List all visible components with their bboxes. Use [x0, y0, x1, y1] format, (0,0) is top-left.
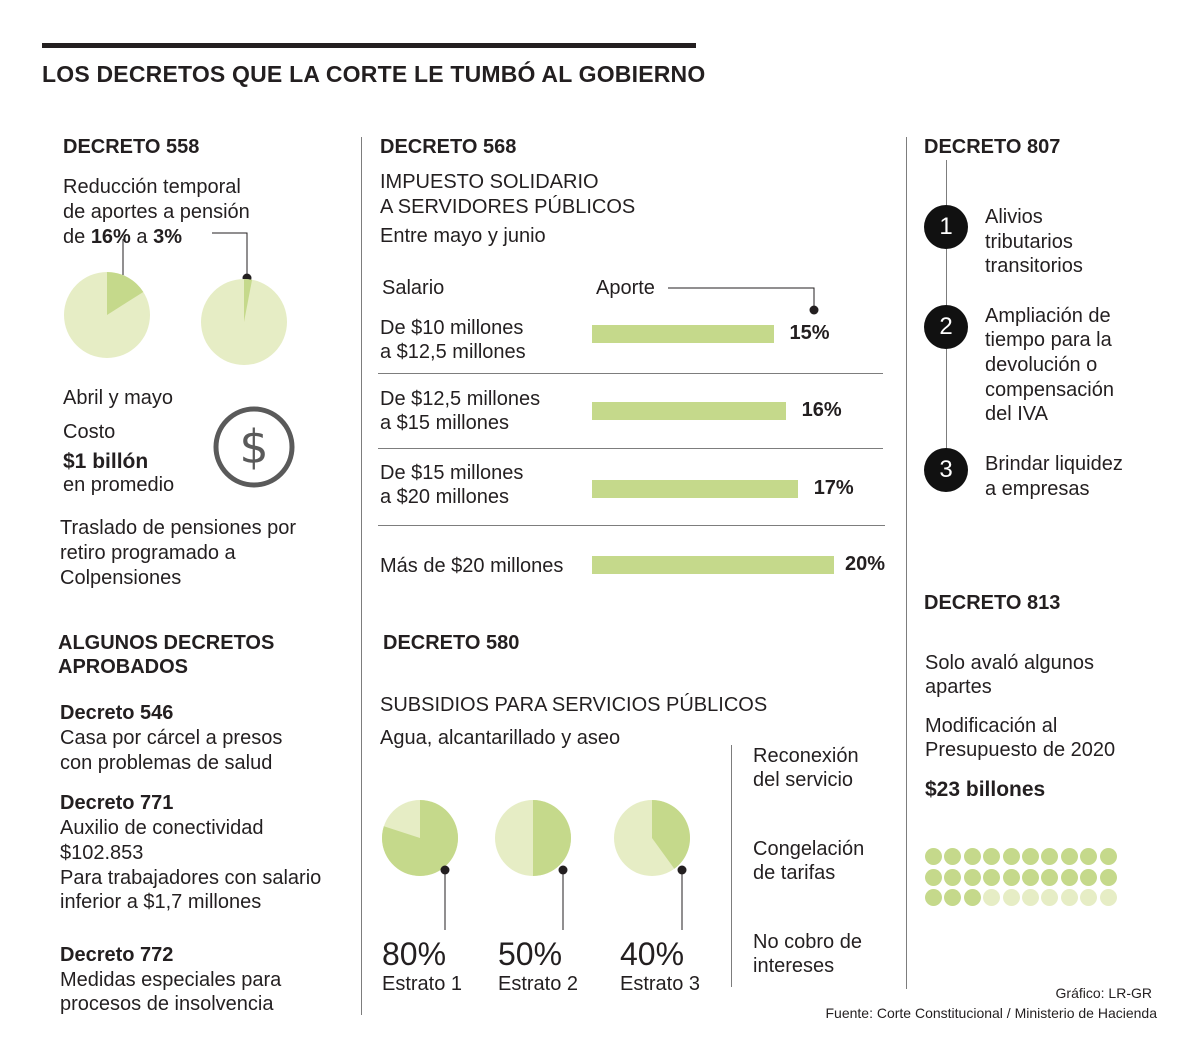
salary-range-label: a $15 millones: [380, 412, 509, 434]
decreto-558-head: DECRETO 558: [63, 136, 200, 158]
estrato-marker: [559, 866, 568, 875]
estrato-pie: [382, 800, 458, 876]
budget-dot-filled: [1100, 869, 1117, 886]
estrato-percent: 50%: [498, 936, 563, 972]
estrato-pies: [370, 790, 710, 940]
step-3-line: a empresas: [985, 478, 1090, 500]
transfer-line-3: Colpensiones: [60, 567, 182, 589]
salary-range-label: a $12,5 millones: [380, 341, 526, 363]
decreto-772-line: Medidas especiales para: [60, 969, 282, 991]
decreto-813-line: Solo avaló algunos: [925, 652, 1095, 674]
decreto-771-line: $102.853: [60, 842, 144, 864]
budget-dot-empty: [1080, 889, 1097, 906]
budget-dot-filled: [944, 869, 961, 886]
col-salario-label: Salario: [382, 277, 445, 299]
step-1-line: transitorios: [985, 255, 1083, 277]
row-divider: [378, 525, 885, 526]
budget-dot-filled: [1003, 869, 1020, 886]
transfer-line-1: Traslado de pensiones por: [60, 517, 297, 539]
decreto-813-line: apartes: [925, 676, 992, 698]
column-divider-right: [906, 137, 907, 989]
decreto-807-head: DECRETO 807: [924, 136, 1061, 158]
decreto-568-sub-1: IMPUESTO SOLIDARIO: [380, 171, 599, 193]
decreto-568-sub-2: A SERVIDORES PÚBLICOS: [380, 196, 636, 218]
aporte-bar: [592, 402, 786, 420]
aporte-bar: [592, 325, 774, 343]
estrato-marker: [678, 866, 687, 875]
decreto-771-name: Decreto 771: [60, 792, 174, 814]
estrato-pie-2-slice: [533, 800, 571, 876]
estrato-marker: [441, 866, 450, 875]
estrato-pie: [614, 800, 690, 876]
budget-dot-filled: [1022, 848, 1039, 865]
salary-range-label: De $15 millones: [380, 462, 524, 484]
aprobados-head-2: APROBADOS: [58, 656, 189, 678]
benefit-congelacion: Congelación: [753, 838, 865, 860]
pension-pie-before: [64, 272, 150, 358]
budget-dot-filled: [964, 869, 981, 886]
step-1-line: tributarios: [985, 231, 1073, 253]
estrato-percent: 40%: [620, 936, 685, 972]
benefit-intereses: No cobro de: [753, 931, 862, 953]
aporte-value-label: 15%: [789, 322, 830, 344]
decreto-558-desc-1: Reducción temporal: [63, 176, 241, 198]
salary-range-label: De $10 millones: [380, 317, 524, 339]
decreto-580-services: Agua, alcantarillado y aseo: [380, 727, 621, 749]
step-2-line: compensación: [985, 379, 1114, 401]
budget-dot-empty: [1061, 889, 1078, 906]
salary-range-label: De $12,5 millones: [380, 388, 541, 410]
benefit-reconexion: del servicio: [753, 769, 854, 791]
estrato-name: Estrato 2: [498, 973, 579, 995]
decreto-772-line: procesos de insolvencia: [60, 993, 274, 1015]
benefits-divider: [731, 745, 732, 987]
pension-before: 16%: [90, 226, 131, 248]
budget-dot-filled: [1100, 848, 1117, 865]
decreto-568-head: DECRETO 568: [380, 136, 517, 158]
row-divider: [378, 448, 883, 449]
budget-dot-filled: [1061, 848, 1078, 865]
decreto-771-line: Para trabajadores con salario: [60, 867, 322, 889]
cost-value: $1 billón: [63, 450, 149, 473]
budget-dot-filled: [944, 889, 961, 906]
step-2-line: Ampliación de: [985, 305, 1111, 327]
budget-dot-filled: [983, 869, 1000, 886]
budget-dot-filled: [1022, 869, 1039, 886]
decreto-546-line: con problemas de salud: [60, 752, 273, 774]
aporte-value-label: 17%: [813, 477, 854, 499]
decreto-771-line: inferior a $1,7 millones: [60, 891, 262, 913]
decreto-580-sub: SUBSIDIOS PARA SERVICIOS PÚBLICOS: [380, 694, 768, 716]
budget-dot-filled: [1080, 869, 1097, 886]
budget-dot-filled: [964, 889, 981, 906]
budget-dot-empty: [1003, 889, 1020, 906]
budget-dot-filled: [1061, 869, 1078, 886]
source-note: Fuente: Corte Constitucional / Ministerio de Hacienda: [825, 1005, 1157, 1021]
pension-pie-after: [201, 279, 287, 365]
decreto-813-line: Modificación al: [925, 715, 1058, 737]
decreto-813-line: Presupuesto de 2020: [925, 739, 1116, 761]
budget-dot-filled: [1041, 869, 1058, 886]
decreto-568-period: Entre mayo y junio: [380, 225, 546, 247]
budget-dot-empty: [1100, 889, 1117, 906]
step-1-line: Alivios: [985, 206, 1043, 228]
aporte-bar: [592, 480, 798, 498]
pension-after: 3%: [153, 226, 182, 248]
estrato-pie: [495, 800, 571, 876]
benefit-reconexion: Reconexión: [753, 745, 859, 767]
aporte-bar: [592, 556, 834, 574]
cost-label: Costo: [63, 421, 116, 443]
estrato-percent: 80%: [382, 936, 447, 972]
salary-range-label: Más de $20 millones: [380, 555, 564, 577]
pension-after-leader: [212, 233, 247, 277]
decreto-771-line: Auxilio de conectividad: [60, 817, 264, 839]
decreto-813-value: $23 billones: [925, 778, 1046, 801]
budget-dot-filled: [944, 848, 961, 865]
decreto-546-line: Casa por cárcel a presos: [60, 727, 283, 749]
decreto-558-period: Abril y mayo: [63, 387, 174, 409]
step-2-badge: 2: [924, 305, 968, 349]
aporte-leader: [668, 280, 828, 320]
budget-dot-filled: [925, 869, 942, 886]
graphic-credit: Gráfico: LR-GR: [1055, 985, 1152, 1001]
svg-text:$: $: [239, 420, 269, 474]
budget-dot-filled: [925, 889, 942, 906]
decreto-813-head: DECRETO 813: [924, 592, 1061, 614]
transfer-line-2: retiro programado a: [60, 542, 236, 564]
benefit-intereses: intereses: [753, 955, 835, 977]
step-2-line: tiempo para la: [985, 329, 1112, 351]
dollar-circle-icon: [211, 404, 297, 490]
decreto-772-name: Decreto 772: [60, 944, 174, 966]
col-aporte-label: Aporte: [596, 277, 655, 299]
row-divider: [378, 373, 883, 374]
salary-range-label: a $20 millones: [380, 486, 509, 508]
title-rule: [42, 43, 696, 48]
budget-dot-filled: [964, 848, 981, 865]
budget-dot-filled: [1041, 848, 1058, 865]
budget-dot-filled: [983, 848, 1000, 865]
estrato-name: Estrato 3: [620, 973, 701, 995]
decreto-558-desc-2: de aportes a pensión: [63, 201, 250, 223]
pension-pies: [55, 225, 305, 375]
cost-note: en promedio: [63, 474, 175, 496]
step-3-badge: 3: [924, 448, 968, 492]
aprobados-head-1: ALGUNOS DECRETOS: [58, 632, 275, 654]
column-divider-left: [361, 137, 362, 1015]
step-2-line: devolución o: [985, 354, 1098, 376]
budget-dot-empty: [1022, 889, 1039, 906]
step-1-badge: 1: [924, 205, 968, 249]
aporte-value-label: 16%: [801, 399, 842, 421]
aporte-value-label: 20%: [845, 553, 886, 575]
step-2-line: del IVA: [985, 403, 1048, 425]
budget-dot-empty: [1041, 889, 1058, 906]
benefit-congelacion: de tarifas: [753, 862, 836, 884]
step-3-line: Brindar liquidez: [985, 453, 1123, 475]
page-title: LOS DECRETOS QUE LA CORTE LE TUMBÓ AL GOBIERNO: [42, 61, 706, 87]
budget-dot-empty: [983, 889, 1000, 906]
decreto-580-head: DECRETO 580: [383, 632, 520, 654]
estrato-name: Estrato 1: [382, 973, 463, 995]
budget-dot-filled: [1080, 848, 1097, 865]
budget-dot-filled: [925, 848, 942, 865]
decreto-558-desc-3: de 16% a 3%: [63, 226, 182, 248]
decreto-546-name: Decreto 546: [60, 702, 174, 724]
budget-dot-filled: [1003, 848, 1020, 865]
